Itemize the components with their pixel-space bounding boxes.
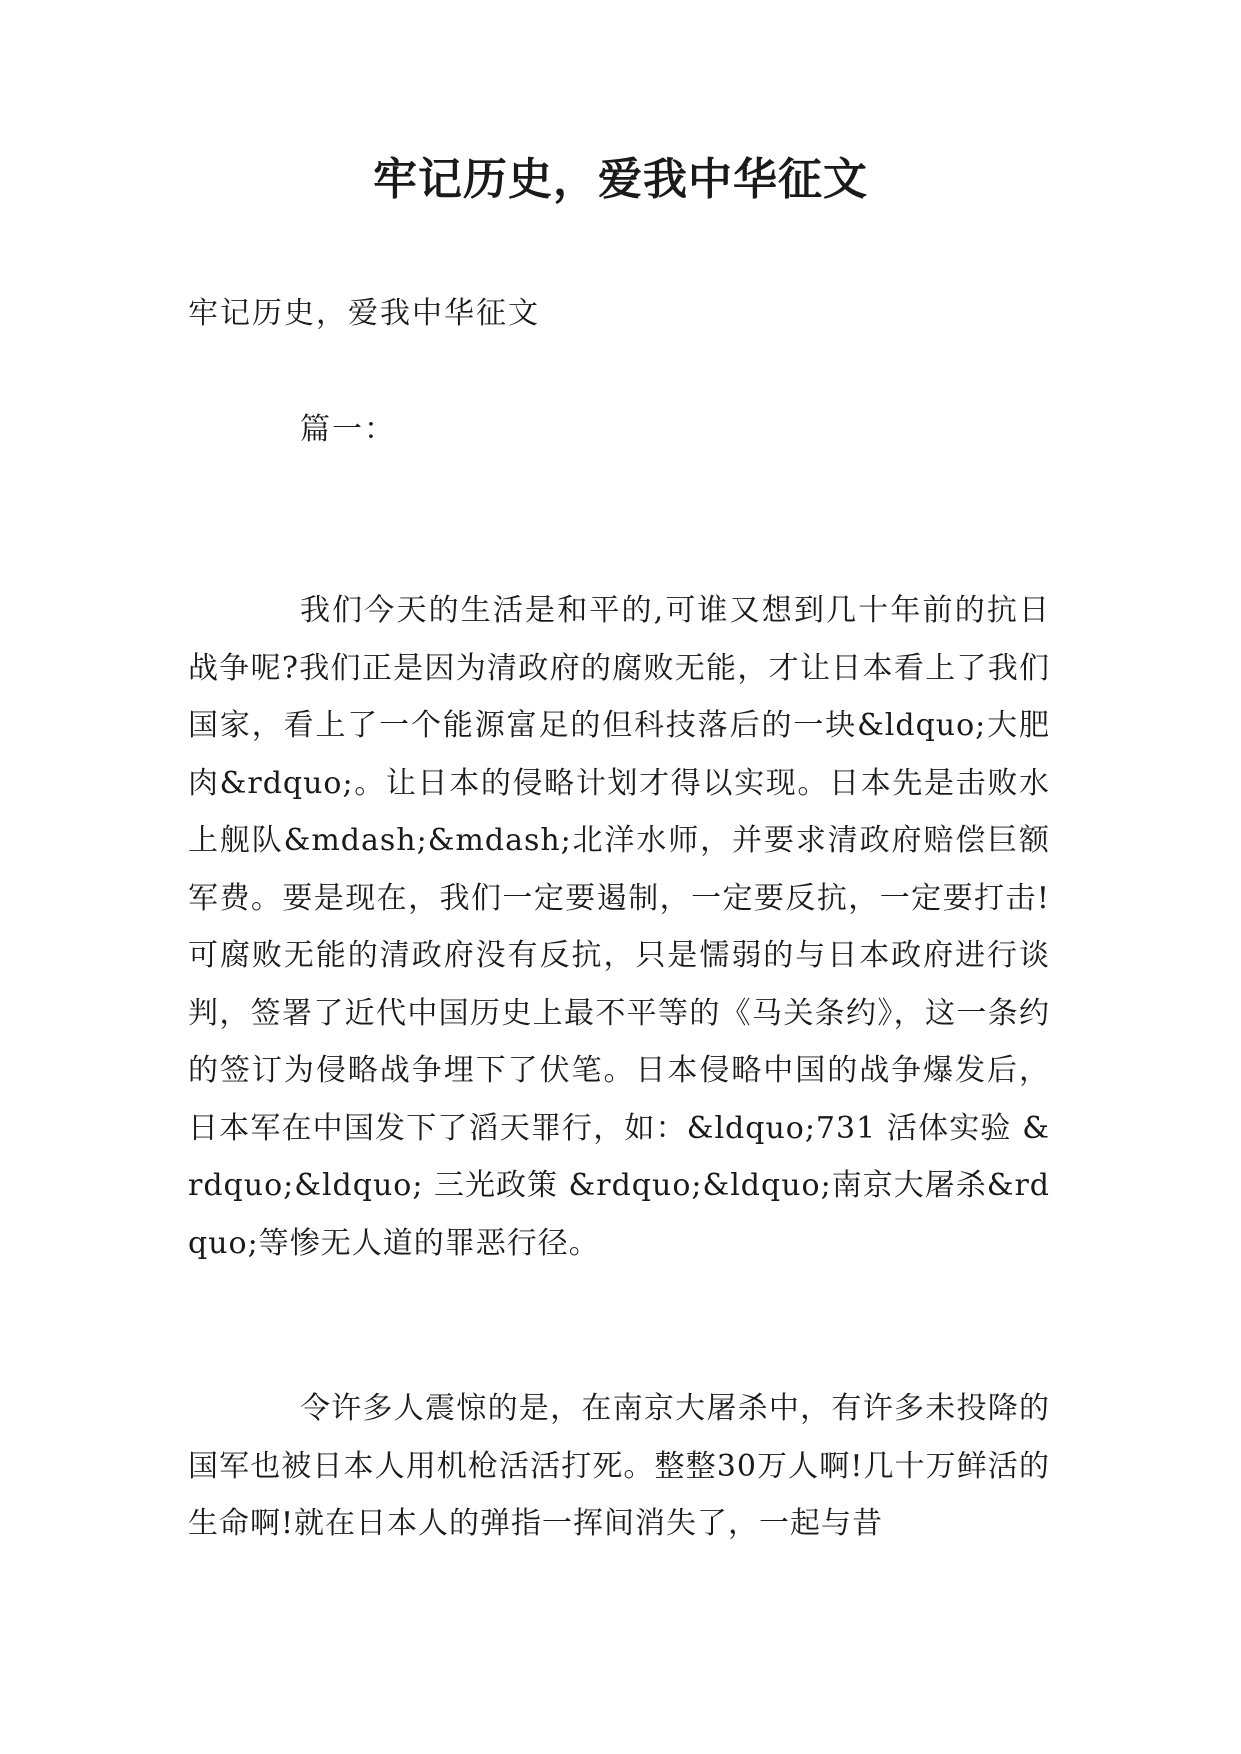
paragraph: 我们今天的生活是和平的,可谁又想到几十年前的抗日战争呢?我们正是因为清政府的腐败无能，才让日本看上了我们国家，看上了一个能源富足的但科技落后的一块&ldquo;大肥肉&rdquo;。让日本的侵略计划才得以实现。日本先是击败水上舰队&mdash;&mdash;北洋水师，并要求清政府赔偿巨额军费。要是现在，我们一定要遏制，一定要反抗，一定要打击!可腐败无能的清政府没有反抗，只是懦弱的与日本政府进行谈判，签署了近代中国历史上最不平等的《马关条约》，这一条约的签订为侵略战争埋下了伏笔。日本侵略中国的战争爆发后，日本军在中国发下了滔天罪行，如：&ldquo;731 活体实验 &rdquo;&ldquo; 三光政策 &rdquo;&ldquo;南京大屠杀&rdquo;等惨无人道的罪恶行径。 <box>188 593 1050 1261</box>
document-subtitle: 牢记历史，爱我中华征文 <box>188 296 540 331</box>
paragraph: 令许多人震惊的是，在南京大屠杀中，有许多未投降的国军也被日本人用机枪活活打死。整整30万人啊!几十万鲜活的生命啊!就在日本人的弹指一挥间消失了，一起与昔 <box>188 1391 1050 1541</box>
section-label: 篇一： <box>300 412 396 447</box>
document-title: 牢记历史，爱我中华征文 <box>373 154 868 205</box>
